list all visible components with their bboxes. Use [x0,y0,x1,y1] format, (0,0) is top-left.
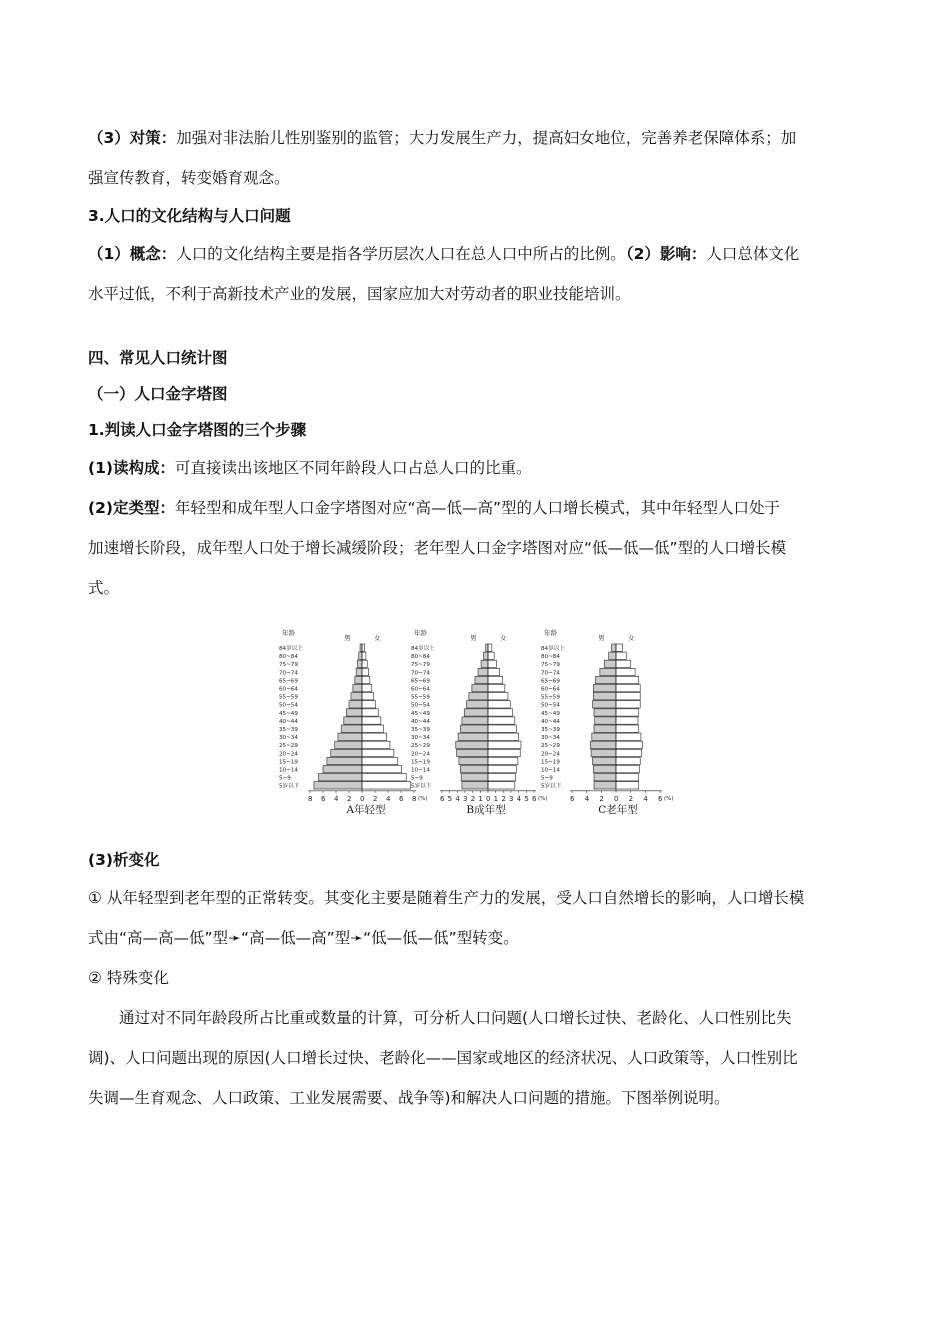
x-tick-label-b: 4 [455,794,460,803]
male-bar-a [344,717,362,724]
male-bar-a [314,782,362,789]
analysis-item1-line2: 式由“高—高—低”型➛“高—低—高”型➛“低—低—低”型转变。 [88,929,519,947]
x-tick-label-b: 6 [440,794,445,803]
male-bar-a [356,668,362,675]
age-group-label-c: 30~34 [541,735,560,742]
age-group-label-b: 15~19 [411,759,430,766]
female-bar-a [362,733,387,740]
pyramid-old-chart [540,626,674,802]
female-bar-a [362,676,370,683]
female-bar-c [616,725,639,732]
female-bar-b [488,701,510,708]
female-bar-b [488,725,516,732]
male-bar-a [323,766,362,773]
female-bar-a [362,652,366,659]
age-group-label-b: 10~14 [411,767,430,774]
female-bar-c [616,685,640,692]
concept-text: 人口的文化结构主要是指各学历层次人口在总人口中所占的比例。 [176,245,626,263]
male-bar-a [346,709,362,716]
male-bar-c [604,660,616,667]
x-tick-label-c: 2 [628,794,634,803]
female-bar-b [488,717,515,724]
x-tick-label-c: 2 [599,794,604,803]
female-bar-c [616,668,635,675]
step2-label: (2)定类型： [88,499,175,517]
female-label-c: 女 [628,634,635,642]
age-group-label-b: 5岁以下 [411,783,432,790]
age-group-label-b: 75~79 [411,662,430,669]
male-bar-c [595,676,616,683]
male-bar-b [462,782,488,789]
step2-text: 年轻型和成年型人口金字塔图对应“高—低—高”型的人口增长模式，其中年轻型人口处于 [174,499,781,517]
male-bar-a [351,693,362,700]
male-bar-c [591,749,616,756]
section4-heading: 四、常见人口统计图 [88,349,228,367]
x-tick-label-a: 6 [399,794,404,803]
caption-old: C老年型 [598,804,638,816]
step1-text: 可直接读出该地区不同年龄段人口占总人口的比重。 [174,459,532,477]
analysis-para1: 通过对不同年龄段所占比重或数量的计算，可分析人口问题(人口增长过快、老龄化、人口性别比失 [119,1009,792,1027]
female-bar-c [616,660,631,667]
countermeasure-label: （3）对策： [88,129,177,147]
x-tick-label-c: 0 [614,794,619,803]
culture-concept-line [88,234,868,274]
female-bar-c [616,766,639,773]
age-group-label-a: 20~24 [279,751,298,758]
male-bar-c [593,757,616,764]
x-tick-label-a: 2 [347,794,352,803]
male-bar-a [341,725,362,732]
male-bar-c [594,774,616,781]
female-bar-b [488,693,508,700]
female-bar-c [616,644,623,651]
female-bar-b [488,644,492,651]
age-group-label-b: 5~9 [411,775,423,782]
female-bar-a [362,757,398,764]
age-axis-title-b: 年龄 [414,629,427,637]
female-bar-b [488,774,516,781]
female-bar-b [488,757,518,764]
age-group-label-c: 20~24 [541,751,560,758]
female-bar-c [616,717,638,724]
impact-text: 人口总体文化 [706,245,800,263]
age-group-label-c: 40~44 [541,718,560,725]
male-label-c: 男 [598,634,605,642]
age-group-label-c: 35~39 [541,727,560,733]
concept-label: （1）概念： [88,245,177,263]
x-tick-label-b: 3 [509,794,514,803]
x-tick-label-b: 6 [532,794,537,803]
female-bar-b [488,668,500,675]
countermeasure-line-2: 强宣传教育，转变婚育观念。 [88,169,290,187]
male-bar-b [456,741,488,748]
culture-line-2: 水平过低，不利于高新技术产业的发展，国家应加大对劳动者的职业技能培训。 [88,285,631,303]
countermeasure-text: 加强对非法胎儿性别鉴别的监管；大力发展生产力，提高妇女地位，完善养老保障体系；加 [176,129,797,147]
x-tick-label-b: 0 [486,794,491,803]
age-group-label-b: 20~24 [411,751,430,758]
age-group-label-c: 10~14 [541,767,560,774]
x-tick-label-b: 1 [493,794,499,803]
male-bar-a [331,749,362,756]
x-tick-label-b: 3 [463,794,468,803]
steps-subheading: 1.判读人口金字塔图的三个步骤 [88,421,307,439]
age-group-label-b: 25~29 [411,743,430,750]
female-bar-a [362,766,402,773]
male-bar-c [609,652,616,659]
age-group-label-a: 25~29 [279,743,298,750]
age-group-label-a: 35~39 [279,727,298,733]
female-bar-c [616,782,639,789]
age-group-label-a: 84岁以上 [279,646,303,652]
male-bar-a [357,660,362,667]
male-bar-b [467,701,488,708]
age-group-label-b: 70~74 [411,670,430,677]
female-bar-a [362,701,376,708]
male-bar-b [464,709,488,716]
analysis-heading: (3)析变化 [88,851,160,869]
female-bar-c [616,757,640,764]
age-group-label-a: 5岁以下 [279,783,300,790]
female-bar-b [488,652,494,659]
x-tick-label-c: 6 [658,794,663,803]
female-bar-b [488,766,516,773]
male-bar-b [483,652,488,659]
male-bar-a [355,676,362,683]
male-bar-b [462,717,488,724]
female-bar-a [362,749,394,756]
step1-label: (1)读构成： [88,459,175,477]
female-bar-a [362,660,367,667]
age-group-label-a: 5~9 [279,775,291,782]
female-bar-a [362,741,390,748]
female-bar-a [362,644,365,651]
age-group-label-c: 55~59 [541,694,560,701]
age-group-label-b: 55~59 [411,694,430,701]
analysis-para2: 调)、人口问题出现的原因(人口增长过快、老龄化——国家或地区的经济状况、人口政策等，人口性别比 [88,1049,798,1067]
male-bar-c [590,741,616,748]
male-bar-c [600,668,616,675]
step1-line [88,448,868,488]
caption-adult: B成年型 [466,804,506,816]
female-bar-c [616,774,639,781]
x-tick-label-a: 8 [412,794,417,803]
male-label-b: 男 [470,634,477,642]
male-bar-c [593,701,616,708]
age-axis-title-c: 年龄 [544,629,557,637]
culture-heading: 3.人口的文化结构与人口问题 [88,207,291,225]
male-bar-b [475,676,488,683]
impact-label: （2）影响： [625,245,707,263]
age-group-label-c: 65~69 [541,678,560,685]
pyramid-subheading: （一）人口金字塔图 [88,385,228,403]
female-bar-a [362,668,369,675]
age-group-label-a: 10~14 [279,767,298,774]
male-bar-b [460,725,488,732]
female-bar-a [362,693,374,700]
unit-label-b: (%) [538,795,548,802]
analysis-section [88,842,868,1118]
male-bar-b [461,774,488,781]
female-label-a: 女 [374,634,381,642]
male-bar-c [594,725,616,732]
age-group-label-b: 60~64 [411,686,430,693]
age-group-label-c: 70~74 [541,670,560,677]
caption-young: A年轻型 [346,804,386,816]
male-label-a: 男 [344,634,351,642]
female-bar-c [616,693,640,700]
age-group-label-a: 50~54 [279,702,298,709]
age-group-label-b: 30~34 [411,735,430,742]
x-tick-label-a: 4 [334,794,339,803]
age-group-label-c: 50~54 [541,702,560,709]
document-body [88,118,868,608]
countermeasure-line [88,118,868,158]
female-bar-b [488,733,519,740]
female-bar-a [362,685,372,692]
male-bar-b [478,668,488,675]
x-tick-label-b: 2 [501,794,506,803]
male-bar-a [318,774,362,781]
x-tick-label-a: 6 [321,794,326,803]
x-tick-label-b: 4 [516,794,522,803]
male-bar-c [593,693,616,700]
female-bar-b [488,709,513,716]
x-tick-label-b: 1 [478,794,483,803]
pyramid-young [278,626,428,802]
pyramid-adult [410,626,546,802]
age-group-label-a: 75~79 [279,662,298,669]
pyramid-adult-chart [410,626,546,802]
female-bar-c [616,749,642,756]
age-group-label-c: 84岁以上 [541,646,565,652]
analysis-para3: 失调—生育观念、人口政策、工业发展需要、战争等)和解决人口问题的措施。下图举例说明。 [88,1089,730,1107]
x-tick-label-a: 0 [360,794,365,803]
female-bar-a [362,774,406,781]
age-group-label-a: 15~19 [279,759,298,766]
unit-label-a: (%) [418,795,428,802]
female-bar-c [616,733,641,740]
age-group-label-c: 15~19 [541,759,560,766]
x-tick-label-c: 4 [643,794,648,803]
male-bar-b [469,693,488,700]
age-group-label-a: 55~59 [279,694,298,701]
population-pyramid-figure [278,626,674,822]
male-bar-a [338,733,362,740]
female-bar-c [616,741,642,748]
age-group-label-b: 40~44 [411,718,430,725]
female-bar-c [616,709,639,716]
female-bar-b [488,660,496,667]
female-bar-b [488,676,503,683]
female-bar-a [362,725,383,732]
step2-line [88,488,868,528]
male-bar-a [335,741,362,748]
age-group-label-b: 35~39 [411,727,430,733]
pyramid-young-chart [278,626,428,802]
female-bar-c [616,701,640,708]
age-group-label-c: 5~9 [541,775,553,782]
age-group-label-c: 45~49 [541,710,560,717]
unit-label-c: (%) [664,795,674,802]
x-tick-label-b: 2 [470,794,476,803]
analysis-item2: ② 特殊变化 [88,969,169,987]
age-group-label-b: 84岁以上 [411,646,435,652]
male-bar-c [593,685,616,692]
age-group-label-a: 70~74 [279,670,298,677]
male-bar-a [349,701,362,708]
age-group-label-c: 25~29 [541,743,560,750]
age-group-label-c: 80~84 [541,654,560,661]
age-group-label-b: 45~49 [411,710,430,717]
male-bar-a [359,652,362,659]
x-tick-label-b: 5 [447,794,453,803]
age-group-label-b: 80~84 [411,654,430,661]
male-bar-a [353,685,362,692]
female-bar-c [616,676,639,683]
age-group-label-a: 30~34 [279,735,298,742]
step2-line-3: 式。 [88,579,120,597]
age-group-label-c: 75~79 [541,662,560,669]
female-bar-a [362,709,378,716]
female-label-b: 女 [500,634,507,642]
male-bar-c [594,709,616,716]
male-bar-b [458,733,488,740]
male-bar-a [327,757,362,764]
female-bar-b [488,685,505,692]
female-bar-b [488,749,520,756]
female-bar-b [488,741,521,748]
male-bar-b [457,749,488,756]
age-group-label-b: 65~69 [411,678,430,685]
female-bar-a [362,717,381,724]
male-bar-b [459,757,488,764]
pyramid-old [540,626,674,802]
x-tick-label-a: 2 [373,794,378,803]
age-group-label-b: 50~54 [411,702,430,709]
male-bar-c [594,782,616,789]
female-bar-c [616,652,626,659]
x-tick-label-c: 6 [570,794,575,803]
age-axis-title-a: 年龄 [282,629,295,637]
age-group-label-a: 60~64 [279,686,298,693]
male-bar-b [481,660,488,667]
x-tick-label-c: 4 [584,794,590,803]
x-tick-label-a: 8 [308,794,313,803]
age-group-label-c: 60~64 [541,686,560,693]
age-group-label-c: 5岁以下 [541,783,562,790]
male-bar-c [612,644,616,651]
male-bar-c [592,733,616,740]
male-bar-c [595,717,616,724]
male-bar-b [472,685,488,692]
female-bar-a [362,782,411,789]
age-group-label-a: 65~69 [279,678,298,685]
age-group-label-a: 45~49 [279,710,298,717]
male-bar-b [460,766,488,773]
x-tick-label-b: 5 [524,794,529,803]
female-bar-b [488,782,515,789]
age-group-label-a: 40~44 [279,718,298,725]
x-tick-label-a: 4 [386,794,391,803]
step2-line-2: 加速增长阶段，成年型人口处于增长减缓阶段；老年型人口金字塔图对应“低—低—低”型的人口增长模 [88,539,787,557]
male-bar-c [593,766,616,773]
age-group-label-a: 80~84 [279,654,298,661]
analysis-item1: ① 从年轻型到老年型的正常转变。其变化主要是随着生产力的发展，受人口自然增长的影响，人口增长模 [88,889,805,907]
